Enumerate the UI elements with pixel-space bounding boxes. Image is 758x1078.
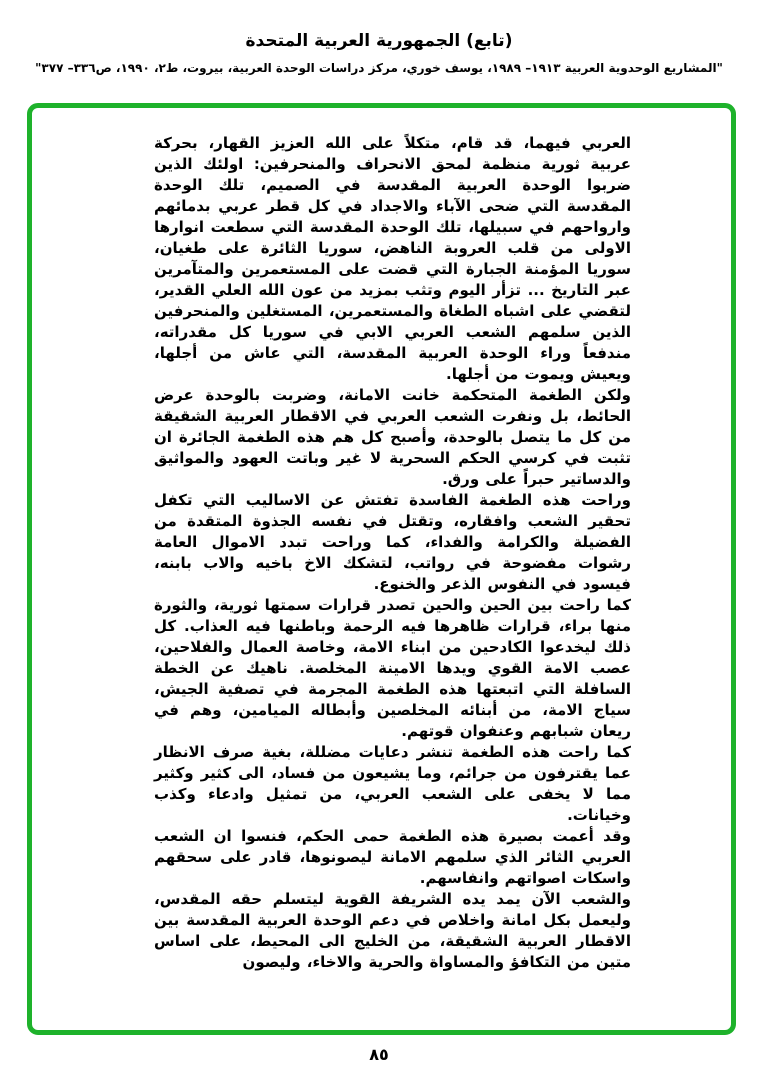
paragraph: كما راحت بين الحين والحين تصدر قرارات سمتها ثورية، والثورة منها براء، قرارات ظاهرها فيه الرحمة وباطنها فيه العذاب. كل ذلك ليخدعوا الكادحين من ابناء الامة، وخاصة العمال والفلاحين، عصب الامة القوي ويدها الامينة المخلصة. ناهيك عن الخطة السافلة التي اتبعتها هذه الطغمة المجرمة في تصفية الجيش، سياج الامة، من أبنائه المخلصين وأبطاله الميامين، وهم في ريعان شبابهم وعنفوان قوتهم. xyxy=(154,596,631,740)
page-header xyxy=(0,0,758,76)
text-frame xyxy=(27,103,736,1035)
paragraph: العربي فيهما، قد قام، متكلاً على الله العزيز القهار، بحركة عربية ثورية منظمة لمحق الانحراف والمنحرفين: اولئك الذين ضربوا الوحدة العربية المقدسة في الصميم، تلك الوحدة المقدسة التي ضحى الآباء والاجداد في كل قطر عربي بدمائهم وارواحهم في سبيلها، تلك الوحدة المقدسة التي سطعت انوارها الاولى من قلب العروبة الناهض، سوريا الثائرة على طغيان، سوريا المؤمنة الجبارة التي قضت على المستعمرين والمتآمرين عبر التاريخ ... تزأر اليوم وتثب بمزيد من عون الله العلي القدير، لتقضي على اشباه الطغاة والمستعمرين، المستغلين والمنحرفين الذين سلمهم الشعب العربي الابي في سوريا كل مقدراته، مندفعاً وراء الوحدة العربية المقدسة، التي عاش من أجلها، ويعيش ويموت من أجلها. xyxy=(154,134,631,383)
paragraph: وراحت هذه الطغمة الفاسدة تفتش عن الاساليب التي تكفل تحقير الشعب وافقاره، وتقتل في نفسه الجذوة المتقدة من الفضيلة والكرامة والفداء، كما وراحت تبدد الاموال العامة رشوات مفضوحة في رواتب، لتشكك الاخ باخيه والاب بابنه، فيسود في النفوس الذعر والخنوع. xyxy=(154,491,631,593)
citation-line: "المشاريع الوحدوية العربية ١٩١٣– ١٩٨٩، يوسف خوري، مركز دراسات الوحدة العربية، بيروت، ط٢، ١٩٩٠، ص٣٣٦– ٣٧٧" xyxy=(35,61,723,75)
page-title: (تابع) الجمهورية العربية المتحدة xyxy=(245,31,513,51)
body-text xyxy=(32,108,731,973)
page-number: ٨٥ xyxy=(369,1045,389,1064)
paragraph: كما راحت هذه الطغمة تنشر دعايات مضللة، بغية صرف الانظار عما يقترفون من جرائم، وما يشيعون من فساد، الى كثير وكثير مما لا يخفى على الشعب العربي، من تمثيل وادعاء وكذب وخيانات. xyxy=(154,743,631,824)
paragraph: والشعب الآن يمد يده الشريفة القوية ليتسلم حقه المقدس، وليعمل بكل امانة واخلاص في دعم الوحدة العربية المقدسة بين الاقطار العربية الشقيقة، من الخليج الى المحيط، على اساس متين من التكافؤ والمساواة والحرية والاخاء، وليصون xyxy=(154,890,631,971)
paragraph: وقد أعمت بصيرة هذه الطغمة حمى الحكم، فنسوا ان الشعب العربي الثائر الذي سلمهم الامانة ليصونوها، قادر على سحقهم واسكات اصواتهم وانفاسهم. xyxy=(154,827,631,887)
paragraph: ولكن الطغمة المتحكمة خانت الامانة، وضربت بالوحدة عرض الحائط، بل ونفرت الشعب العربي في الاقطار العربية الشقيقة من كل ما يتصل بالوحدة، وأصبح كل هم هذه الطغمة الجائرة ان تثبت في كرسي الحكم السحرية لا غير وباتت العهود والمواثيق والدساتير حبراً على ورق. xyxy=(154,386,631,488)
